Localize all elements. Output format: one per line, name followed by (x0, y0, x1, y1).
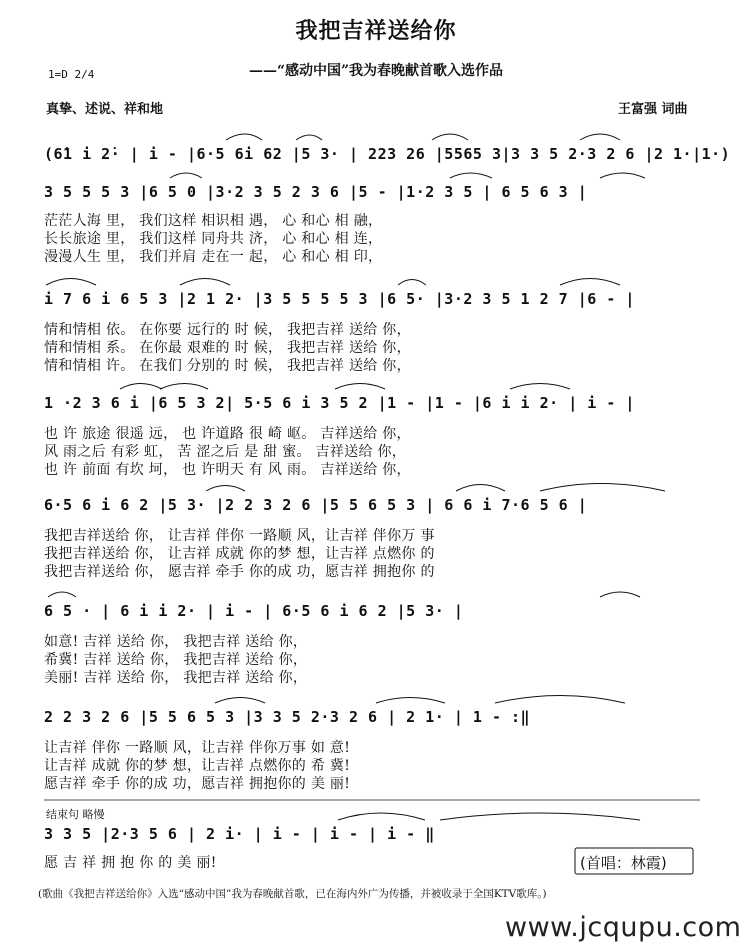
song-title: 我把吉祥送给你 (295, 18, 457, 44)
slur-mark (600, 592, 640, 597)
lyric-line: 我把吉祥送给 你， 让吉祥 伴你 一路顺 风，让吉祥 伴你万 事 (44, 528, 435, 544)
lyric-line: 也 许 旅途 很遥 远， 也 许道路 很 崎 岖。 吉祥送给 你， (44, 426, 411, 442)
singer-box (575, 848, 693, 874)
music-line-3: 1 ·2 3 6 i |6 5 3 2| 5·5 6 i 3 5 2 |1 - |1 - |6 i i 2· | i - | (44, 394, 635, 412)
slur-mark (335, 384, 385, 390)
song-subtitle: ——“感动中国”我为春晚献首歌入选作品 (248, 63, 504, 79)
music-line-ending: 3 3 5 |2·3 5 6 | 2 i· | i - | i - | i - ‖ (44, 825, 435, 843)
lyric-line: 情和情相 许。 在我们 分别的 时 候， 我把吉祥 送给 你， (44, 358, 411, 374)
slur-mark (580, 134, 620, 140)
slur-mark (338, 813, 425, 820)
slur-mark (376, 698, 445, 704)
slur-mark (296, 135, 322, 140)
slur-mark (206, 486, 245, 492)
lyric-line: 希冀! 吉祥 送给 你， 我把吉祥 送给 你， (44, 652, 308, 668)
slur-mark (540, 484, 665, 492)
slur-mark (450, 173, 492, 178)
slur-mark (560, 279, 620, 286)
slur-mark (398, 280, 426, 286)
slur-mark (510, 384, 570, 390)
lyric-line: 我把吉祥送给 你， 愿吉祥 牵手 你的成 功，愿吉祥 拥抱你 的 (44, 564, 435, 580)
slur-mark (456, 485, 505, 492)
site-watermark: www.jcqupu.com (505, 912, 742, 943)
lyric-line: 让吉祥 成就 你的梦 想，让吉祥 点燃你的 希 冀! (44, 758, 351, 774)
lyric-line: 漫漫人生 里， 我们并肩 走在一 起， 心 和心 相 印， (44, 249, 383, 265)
lyric-line: 让吉祥 伴你 一路顺 风，让吉祥 伴你万事 如 意! (44, 740, 351, 756)
slur-mark (440, 813, 640, 820)
ending-label: 结束句 略慢 (46, 808, 105, 821)
lyric-line: 美丽! 吉祥 送给 你， 我把吉祥 送给 你， (44, 670, 308, 686)
lyric-line: 愿吉祥 牵手 你的成 功，愿吉祥 拥抱你的 美 丽! (44, 776, 351, 792)
key-signature: 1=D 2/4 (48, 68, 95, 81)
slur-mark (180, 279, 230, 286)
lyric-line: 我把吉祥送给 你， 让吉祥 成就 你的梦 想，让吉祥 点燃你 的 (44, 546, 435, 562)
slur-mark (226, 134, 262, 140)
slur-mark (48, 592, 76, 597)
slur-mark (170, 173, 202, 178)
composer-credit: 王富强 词曲 (618, 102, 688, 117)
music-line-6: 2 2 3 2 6 |5 5 6 5 3 |3 3 5 2·3 2 6 | 2 1· | 1 - :‖ (44, 708, 531, 726)
lyric-line: 长长旅途 里， 我们这样 同舟共 济， 心 和心 相 连， (44, 231, 383, 247)
music-line-5: 6 5 · | 6 i i 2· | i - | 6·5 6 i 6 2 |5 3· | (44, 602, 464, 620)
slur-mark (600, 173, 645, 178)
slur-mark (120, 384, 162, 390)
lyric-line: 愿 吉 祥 拥 抱 你 的 美 丽! (44, 855, 217, 871)
music-line-2: i 7 6 i 6 5 3 |2 1 2· |3 5 5 5 5 3 |6 5· |3·2 3 5 1 2 7 |6 - | (44, 290, 635, 308)
footnote: (歌曲《我把吉祥送给你》入选“感动中国”我为春晚献首歌，已在海内外广为传播，并被收录于全国KTV歌库。) (38, 888, 547, 900)
lyric-line: 茫茫人海 里， 我们这样 相识相 遇， 心 和心 相 融， (44, 213, 383, 229)
lyric-line: 也 许 前面 有坎 坷， 也 许明天 有 风 雨。 吉祥送给 你， (44, 462, 411, 478)
music-line-1: 3 5 5 5 3 |6 5 0 |3·2 3 5 2 3 6 |5 - |1·2 3 5 | 6 5 6 3 | (44, 183, 588, 201)
lyric-line: 情和情相 依。 在你要 远行的 时 候， 我把吉祥 送给 你， (44, 322, 411, 338)
lyric-line: 情和情相 系。 在你最 艰难的 时 候， 我把吉祥 送给 你， (44, 340, 411, 356)
music-line-4: 6·5 6 i 6 2 |5 3· |2 2 3 2 6 |5 5 6 5 3 | 6 6 i 7·6 5 6 | (44, 496, 588, 514)
slur-mark (495, 696, 625, 704)
slur-mark (160, 384, 208, 390)
slur-mark (215, 698, 265, 704)
singer-credit: (首唱：林霞) (580, 854, 667, 872)
tempo-mood: 真挚、述说、祥和地 (46, 102, 164, 117)
lyric-line: 如意! 吉祥 送给 你， 我把吉祥 送给 你， (44, 634, 308, 650)
slur-mark (46, 279, 96, 286)
lyric-line: 风 雨之后 有彩 虹， 苦 涩之后 是 甜 蜜。 吉祥送给 你， (44, 444, 407, 460)
slur-mark (432, 134, 468, 140)
music-line-intro: (6̇1 i 2̇· | i - |6·5 6i 62 |5 3· | 223 26 |5565 3|3 3 5 2·3 2 6 |2 1·|1·) (44, 145, 731, 163)
